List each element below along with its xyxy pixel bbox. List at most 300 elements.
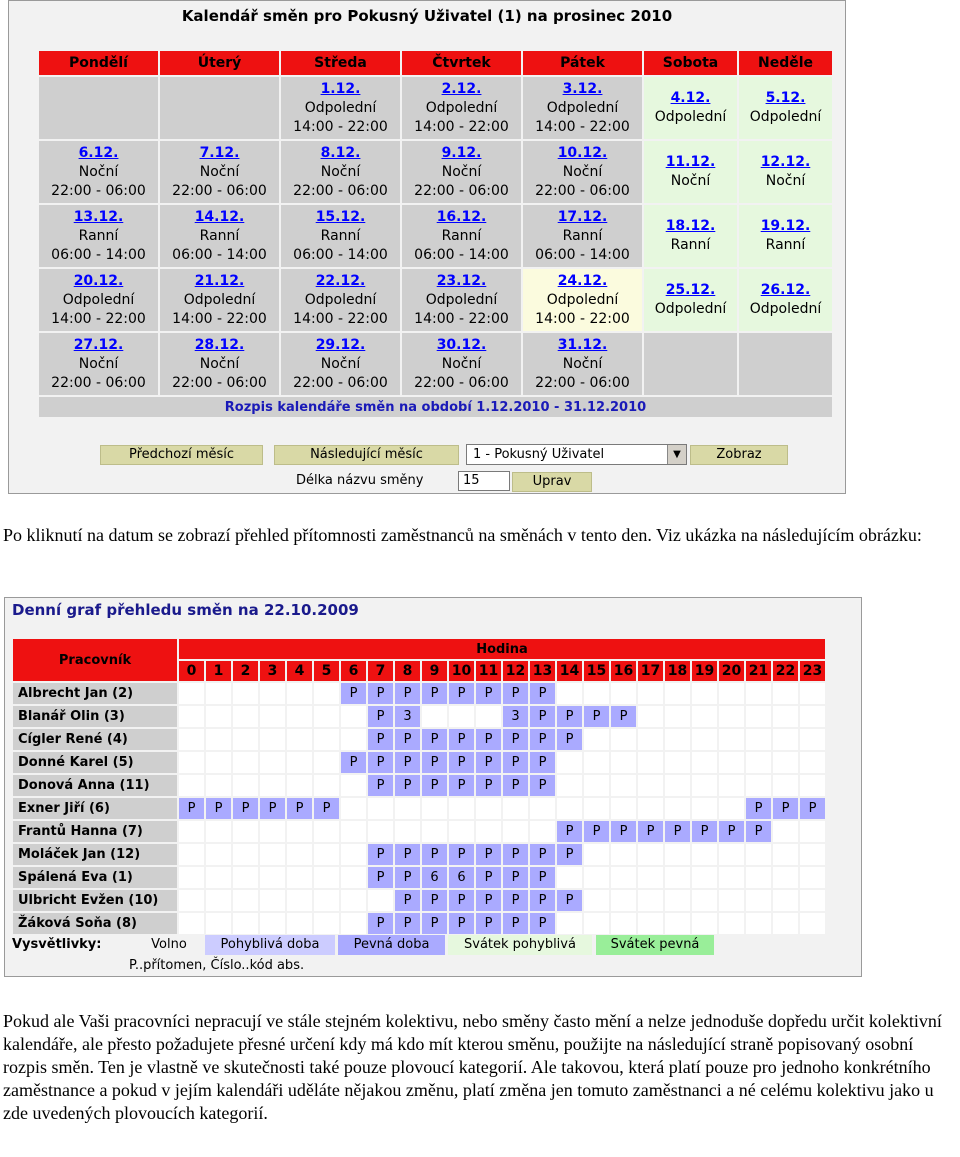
hour-cell	[530, 798, 555, 819]
worker-row	[13, 752, 825, 773]
shift-name: Ranní	[78, 227, 119, 244]
hour-header: 21	[746, 661, 771, 681]
day-header: Čtvrtek	[402, 51, 521, 75]
hour-cell	[179, 890, 204, 911]
date-link[interactable]: 7.12.	[199, 144, 240, 161]
chevron-down-icon[interactable]: ▼	[667, 445, 686, 464]
hour-cell	[206, 683, 231, 704]
date-link[interactable]: 18.12.	[665, 218, 716, 234]
hour-cell	[611, 683, 636, 704]
hour-cell: P	[449, 913, 474, 934]
daily-shift-overview	[4, 597, 862, 977]
hour-cell	[746, 844, 771, 865]
hour-cell: P	[557, 706, 582, 727]
hour-cell	[206, 844, 231, 865]
hour-cell: P	[611, 821, 636, 842]
hour-cell	[233, 729, 258, 750]
shift-time: 06:00 - 14:00	[535, 246, 630, 263]
hour-cell	[665, 683, 690, 704]
shift-name: Odpolední	[546, 99, 619, 116]
hour-cell: P	[422, 844, 447, 865]
hour-cell	[638, 798, 663, 819]
hour-cell	[179, 775, 204, 796]
date-link[interactable]: 1.12.	[320, 80, 361, 97]
hour-cell	[341, 913, 366, 934]
hour-cell: P	[422, 775, 447, 796]
empty-day-cell	[160, 77, 279, 139]
day-cell	[739, 141, 832, 203]
hour-cell: P	[476, 752, 501, 773]
hour-cell	[638, 844, 663, 865]
hour-cell: P	[449, 683, 474, 704]
day-header: Úterý	[160, 51, 279, 75]
daily-attendance-grid	[11, 637, 827, 936]
date-link[interactable]: 22.12.	[315, 272, 366, 289]
hour-cell: P	[530, 890, 555, 911]
date-link[interactable]: 20.12.	[73, 272, 124, 289]
hour-cell: P	[395, 729, 420, 750]
hour-cell	[584, 752, 609, 773]
hour-cell	[800, 867, 825, 888]
worker-row	[13, 729, 825, 750]
hour-cell	[773, 706, 798, 727]
user-select[interactable]	[466, 444, 687, 465]
date-link[interactable]: 10.12.	[557, 144, 608, 161]
hour-cell	[746, 913, 771, 934]
worker-row	[13, 867, 825, 888]
legend-label: Vysvětlivky:	[12, 937, 102, 952]
shift-time: 06:00 - 14:00	[293, 246, 388, 263]
hour-cell	[287, 706, 312, 727]
date-link[interactable]: 26.12.	[760, 282, 811, 298]
hour-cell	[584, 890, 609, 911]
shift-name: Ranní	[441, 227, 482, 244]
shift-time: 14:00 - 22:00	[414, 310, 509, 327]
shift-time: 22:00 - 06:00	[414, 374, 509, 391]
hour-cell	[557, 775, 582, 796]
hour-cell: P	[557, 890, 582, 911]
hour-cell	[503, 798, 528, 819]
hour-cell	[692, 706, 717, 727]
day-cell	[523, 269, 642, 331]
worker-name: Spálená Eva (1)	[13, 867, 177, 888]
hour-cell: P	[395, 683, 420, 704]
hour-cell	[179, 752, 204, 773]
hour-header: 6	[341, 661, 366, 681]
hour-cell	[287, 729, 312, 750]
hour-cell: P	[449, 775, 474, 796]
hour-cell: P	[503, 752, 528, 773]
hour-cell: P	[611, 706, 636, 727]
hour-cell	[611, 890, 636, 911]
hour-cell	[341, 775, 366, 796]
monthly-shift-calendar	[8, 0, 846, 494]
hour-cell: P	[503, 890, 528, 911]
hour-cell	[746, 706, 771, 727]
hour-cell	[746, 683, 771, 704]
hour-cell	[611, 913, 636, 934]
hour-cell	[314, 752, 339, 773]
hour-cell	[476, 706, 501, 727]
hour-cell	[233, 867, 258, 888]
hour-cell	[800, 729, 825, 750]
hour-cell: P	[422, 729, 447, 750]
worker-name: Cígler René (4)	[13, 729, 177, 750]
hour-cell	[746, 729, 771, 750]
date-link[interactable]: 14.12.	[194, 208, 245, 225]
hour-cell	[692, 798, 717, 819]
hour-cell	[260, 821, 285, 842]
shift-name: Noční	[320, 355, 361, 372]
hour-cell	[692, 913, 717, 934]
previous-month-button[interactable]: Předchozí měsíc	[100, 445, 263, 465]
shift-name: Odpolední	[62, 291, 135, 308]
hour-cell	[179, 821, 204, 842]
hour-cell: P	[530, 752, 555, 773]
hour-cell	[287, 890, 312, 911]
hour-cell: P	[692, 821, 717, 842]
hour-cell	[206, 729, 231, 750]
hour-cell	[719, 752, 744, 773]
hour-cell	[800, 844, 825, 865]
shift-time: 06:00 - 14:00	[414, 246, 509, 263]
shift-time: 06:00 - 14:00	[51, 246, 146, 263]
hour-cell: P	[800, 798, 825, 819]
hour-cell	[233, 890, 258, 911]
hour-cell: P	[422, 752, 447, 773]
hour-cell	[314, 821, 339, 842]
hour-cell	[773, 729, 798, 750]
worker-row	[13, 683, 825, 704]
hour-cell	[206, 890, 231, 911]
hour-cell: P	[665, 821, 690, 842]
date-link[interactable]: 23.12.	[436, 272, 487, 289]
hour-cell	[314, 706, 339, 727]
date-link[interactable]: 28.12.	[194, 336, 245, 353]
shift-name: Noční	[320, 163, 361, 180]
shift-name: Ranní	[199, 227, 240, 244]
hour-cell	[314, 867, 339, 888]
hour-cell	[800, 821, 825, 842]
hour-cell	[260, 844, 285, 865]
hour-header: 20	[719, 661, 744, 681]
hour-cell: P	[476, 775, 501, 796]
shift-time: 22:00 - 06:00	[172, 374, 267, 391]
shift-time: 14:00 - 22:00	[414, 118, 509, 135]
hour-cell: P	[260, 798, 285, 819]
date-link[interactable]: 11.12.	[665, 154, 716, 170]
date-link[interactable]: 12.12.	[760, 154, 811, 170]
date-link[interactable]: 9.12.	[441, 144, 482, 161]
show-button[interactable]: Zobraz	[690, 445, 788, 465]
worker-name: Ulbricht Evžen (10)	[13, 890, 177, 911]
worker-name: Frantů Hanna (7)	[13, 821, 177, 842]
legend-note: P..přítomen, Číslo..kód abs.	[129, 958, 305, 973]
date-link[interactable]: 15.12.	[315, 208, 366, 225]
hour-cell	[287, 752, 312, 773]
hour-cell	[287, 775, 312, 796]
hour-cell	[746, 890, 771, 911]
day-cell	[523, 141, 642, 203]
shift-name: Odpolední	[654, 301, 727, 317]
legend-holiday-flex: Svátek pohyblivá	[448, 935, 592, 955]
hour-cell	[800, 775, 825, 796]
date-link[interactable]: 4.12.	[670, 90, 711, 106]
hour-cell	[665, 752, 690, 773]
date-link[interactable]: 16.12.	[436, 208, 487, 225]
shift-name: Noční	[78, 163, 119, 180]
worker-row	[13, 821, 825, 842]
hour-cell: P	[206, 798, 231, 819]
shift-name: Odpolední	[546, 291, 619, 308]
date-link[interactable]: 13.12.	[73, 208, 124, 225]
hour-cell	[584, 913, 609, 934]
hour-cell	[341, 706, 366, 727]
hour-cell	[638, 775, 663, 796]
hour-cell: P	[584, 706, 609, 727]
hour-cell	[368, 798, 393, 819]
date-link[interactable]: 21.12.	[194, 272, 245, 289]
date-link[interactable]: 24.12.	[557, 272, 608, 289]
hour-cell	[179, 913, 204, 934]
hour-cell	[584, 798, 609, 819]
shift-name: Noční	[441, 355, 482, 372]
hour-cell: P	[422, 683, 447, 704]
hour-cell	[611, 798, 636, 819]
hour-cell: P	[314, 798, 339, 819]
day-cell	[402, 205, 521, 267]
hour-header: 19	[692, 661, 717, 681]
date-link[interactable]: 6.12.	[78, 144, 119, 161]
hour-cell: P	[746, 821, 771, 842]
hour-cell	[665, 890, 690, 911]
hour-cell	[395, 821, 420, 842]
shift-time: 22:00 - 06:00	[414, 182, 509, 199]
date-link[interactable]: 17.12.	[557, 208, 608, 225]
shift-time: 22:00 - 06:00	[172, 182, 267, 199]
hour-cell: P	[179, 798, 204, 819]
hour-cell	[611, 775, 636, 796]
shift-name: Noční	[78, 355, 119, 372]
hour-cell	[260, 706, 285, 727]
hour-cell	[557, 683, 582, 704]
hour-header: 18	[665, 661, 690, 681]
hour-cell	[557, 798, 582, 819]
hour-cell	[341, 729, 366, 750]
hour-cell	[773, 913, 798, 934]
hour-cell	[422, 798, 447, 819]
shift-name: Ranní	[320, 227, 361, 244]
hour-header: 17	[638, 661, 663, 681]
day-cell	[39, 333, 158, 395]
hour-cell	[611, 729, 636, 750]
hour-cell	[665, 798, 690, 819]
day-cell	[160, 269, 279, 331]
hour-cell: P	[233, 798, 258, 819]
day-cell	[39, 205, 158, 267]
hour-cell: P	[530, 775, 555, 796]
shift-name-length-input[interactable]: 15	[458, 471, 510, 491]
date-link[interactable]: 31.12.	[557, 336, 608, 353]
hour-cell	[449, 821, 474, 842]
hour-cell	[449, 798, 474, 819]
hour-cell: P	[476, 683, 501, 704]
hour-cell	[692, 775, 717, 796]
hour-cell	[287, 683, 312, 704]
hour-cell: P	[638, 821, 663, 842]
shift-name: Noční	[562, 163, 603, 180]
shift-time: 22:00 - 06:00	[51, 182, 146, 199]
hour-cell	[800, 683, 825, 704]
shift-name: Ranní	[670, 237, 711, 253]
shift-name: Noční	[199, 355, 240, 372]
hour-cell: 6	[449, 867, 474, 888]
hour-cell	[638, 729, 663, 750]
hour-cell	[422, 706, 447, 727]
hour-cell: P	[530, 729, 555, 750]
day-cell	[644, 205, 737, 267]
day-header: Neděle	[739, 51, 832, 75]
shift-name: Noční	[670, 173, 711, 189]
hour-cell	[314, 729, 339, 750]
hour-cell	[719, 867, 744, 888]
worker-row	[13, 706, 825, 727]
shift-name: Odpolední	[304, 99, 377, 116]
hour-cell: P	[557, 844, 582, 865]
shift-time: 22:00 - 06:00	[293, 182, 388, 199]
empty-day-cell	[644, 333, 737, 395]
hour-cell: P	[368, 913, 393, 934]
hour-cell: P	[530, 844, 555, 865]
hour-cell	[206, 706, 231, 727]
hour-cell	[557, 913, 582, 934]
legend-free: Volno	[134, 935, 204, 955]
hour-cell	[800, 752, 825, 773]
hour-cell	[773, 752, 798, 773]
date-link[interactable]: 27.12.	[73, 336, 124, 353]
hour-cell: 3	[503, 706, 528, 727]
hour-cell	[665, 867, 690, 888]
hour-cell: 3	[395, 706, 420, 727]
hour-cell	[665, 844, 690, 865]
hour-cell	[287, 913, 312, 934]
hour-cell	[773, 821, 798, 842]
shift-name: Ranní	[562, 227, 603, 244]
hour-cell	[260, 775, 285, 796]
hour-cell	[692, 867, 717, 888]
hour-cell: P	[719, 821, 744, 842]
hour-cell: P	[395, 844, 420, 865]
hour-cell	[260, 683, 285, 704]
hour-cell: P	[476, 890, 501, 911]
day-cell	[739, 77, 832, 139]
hour-cell: P	[773, 798, 798, 819]
hour-cell	[638, 913, 663, 934]
shift-name: Odpolední	[654, 109, 727, 125]
worker-name: Moláček Jan (12)	[13, 844, 177, 865]
date-link[interactable]: 19.12.	[760, 218, 811, 234]
hour-cell	[638, 890, 663, 911]
hour-cell	[314, 683, 339, 704]
hour-cell: P	[422, 890, 447, 911]
hour-cell	[314, 913, 339, 934]
hour-cell	[287, 821, 312, 842]
hour-cell	[179, 729, 204, 750]
shift-name: Noční	[562, 355, 603, 372]
hour-cell	[179, 844, 204, 865]
shift-name-length-label: Délka názvu směny	[296, 473, 424, 488]
hour-header: 0	[179, 661, 204, 681]
day-cell	[160, 333, 279, 395]
intro-paragraph: Po kliknutí na datum se zobrazí přehled přítomnosti zaměstnanců na směnách v tento den. Viz ukázka na následujícím obrázku:	[3, 525, 922, 545]
hour-cell	[260, 890, 285, 911]
hour-cell	[692, 890, 717, 911]
date-link[interactable]: 8.12.	[320, 144, 361, 161]
hour-cell: P	[449, 890, 474, 911]
hour-cell	[233, 752, 258, 773]
hour-cell	[395, 798, 420, 819]
date-link[interactable]: 3.12.	[562, 80, 603, 97]
day-cell	[739, 205, 832, 267]
hour-cell	[692, 729, 717, 750]
hour-cell	[233, 683, 258, 704]
shift-time: 22:00 - 06:00	[51, 374, 146, 391]
hour-cell: P	[530, 867, 555, 888]
hour-cell	[206, 752, 231, 773]
hour-cell	[719, 798, 744, 819]
hour-header: 2	[233, 661, 258, 681]
date-link[interactable]: 5.12.	[765, 90, 806, 106]
hour-header: 9	[422, 661, 447, 681]
hour-cell: P	[503, 775, 528, 796]
hour-header: 11	[476, 661, 501, 681]
day-header: Pátek	[523, 51, 642, 75]
hour-header: 1	[206, 661, 231, 681]
hour-cell	[179, 706, 204, 727]
hour-cell: P	[395, 913, 420, 934]
shift-time: 14:00 - 22:00	[293, 118, 388, 135]
hour-cell	[746, 867, 771, 888]
hour-cell: P	[395, 867, 420, 888]
date-link[interactable]: 30.12.	[436, 336, 487, 353]
hour-cell	[557, 752, 582, 773]
hour-cell	[584, 844, 609, 865]
day-cell	[644, 269, 737, 331]
date-link[interactable]: 2.12.	[441, 80, 482, 97]
shift-name: Noční	[765, 173, 806, 189]
hour-cell	[719, 890, 744, 911]
hour-cell	[476, 821, 501, 842]
body-paragraph: Pokud ale Vaši pracovníci nepracují ve stále stejném kolektivu, nebo směny často mění a nelze jednoduše dopředu určit kolektivní kalendáře, ale přesto požadujete přesné určení kdy má kdo mít kterou směnu, použijte na následující straně popisovaný osobní rozpis směn. Ten je vlastně ve skutečnosti také pouze plovoucí kategorií. Ale takovou, která platí pouze pro jednoho konkrétního zaměstnance a pokud v jejím kalendáři uděláte nějakou změnu, platí změna jen tomuto zaměstnanci a né celému kolektivu jako u zde uvedených plovoucích kategorií.	[3, 1011, 942, 1123]
hour-cell	[638, 706, 663, 727]
shift-time: 14:00 - 22:00	[51, 310, 146, 327]
next-month-button[interactable]: Následující měsíc	[274, 445, 459, 465]
calendar-grid	[37, 49, 834, 419]
hour-cell	[584, 683, 609, 704]
date-link[interactable]: 29.12.	[315, 336, 366, 353]
hour-cell	[368, 821, 393, 842]
hour-cell	[665, 913, 690, 934]
day-cell	[281, 141, 400, 203]
apply-button[interactable]: Uprav	[512, 472, 592, 492]
worker-name: Blanář Olin (3)	[13, 706, 177, 727]
hour-cell	[719, 706, 744, 727]
hour-cell: P	[287, 798, 312, 819]
hour-cell: P	[503, 729, 528, 750]
date-link[interactable]: 25.12.	[665, 282, 716, 298]
hour-cell	[773, 775, 798, 796]
worker-name: Albrecht Jan (2)	[13, 683, 177, 704]
